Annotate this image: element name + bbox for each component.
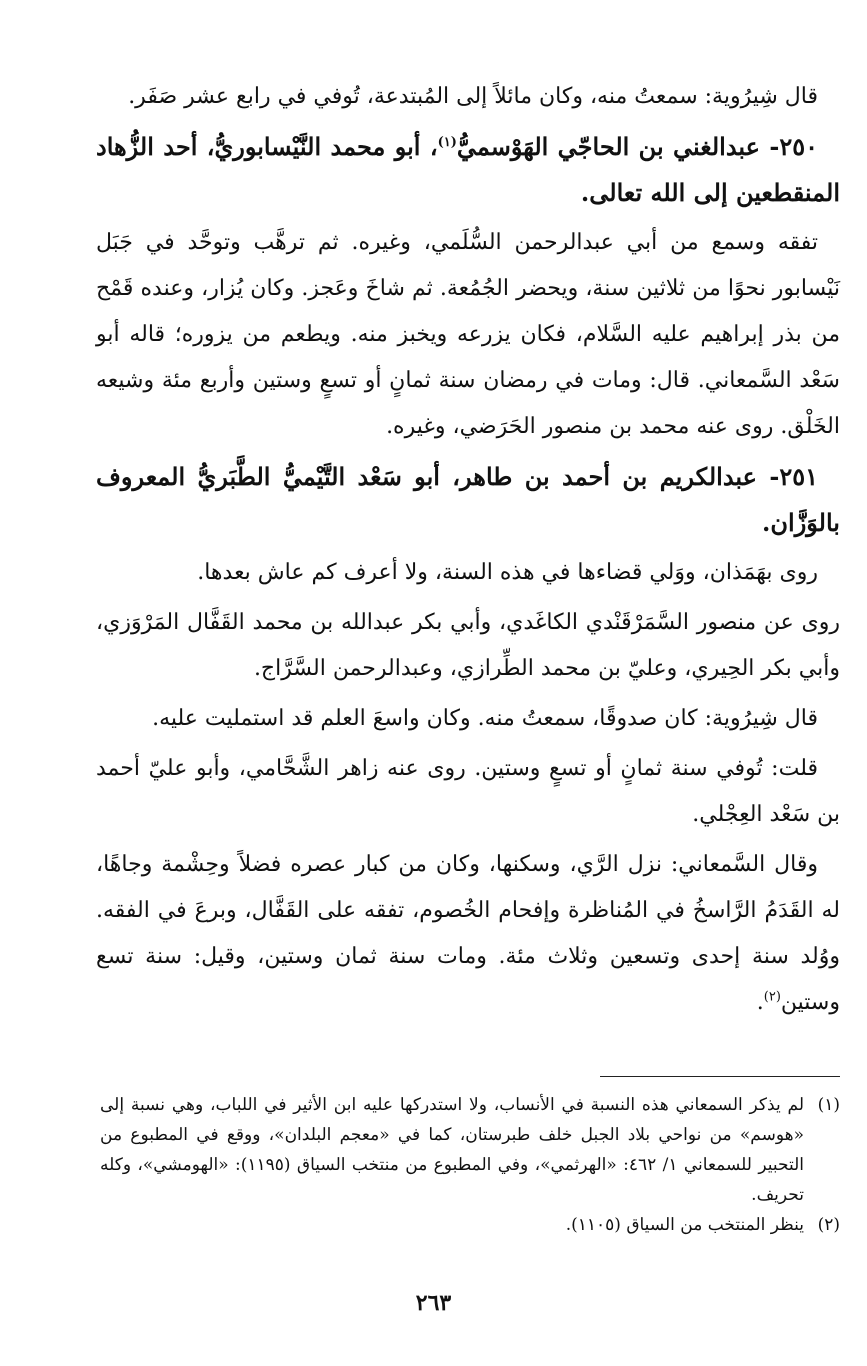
paragraph-entry-251-death: قلت: تُوفي سنة ثمانٍ أو تسعٍ وستين. روى عنه زاهر الشَّحَّامي، وأبو عليّ أحمد بن سَعْد العِجْلي.: [96, 756, 840, 827]
paragraph-entry-251-judgeship: روى بهَمَذان، ووَلي قضاءها في هذه السنة، ولا أعرف كم عاش بعدها.: [197, 560, 818, 585]
footnote-1: [100, 1090, 840, 1210]
page-number: ٢٦٣: [415, 1290, 452, 1316]
footnote-1-text: لم يذكر السمعاني هذه النسبة في الأنساب، ولا استدركها عليه ابن الأثير في اللباب، وهي نسبة إلى «هوسم» من نواحي بلاد الجبل خلف طبرستان، كما في «معجم البلدان»، ووقع في المطبوع من التحبير للسمعاني ١/ ٤٦٢: «الهرثمي»، وفي المطبوع من منتخب السياق (١١٩٥): «الهومشي»، وكله تحريف.: [100, 1095, 804, 1205]
paragraph-samani-end: .: [756, 990, 764, 1015]
footnote-1-number: (١): [817, 1095, 840, 1115]
entry-250-heading: [96, 124, 840, 216]
entry-251-heading: ٢٥١- عبدالكريم بن أحمد بن طاهر، أبو سَعْد التَّيْميُّ الطَّبَريُّ المعروف بالوَزَّان.: [96, 462, 840, 537]
footnote-2-text: ينظر المنتخب من السياق (١١٠٥).: [565, 1215, 804, 1235]
footnote-ref-1: (١): [437, 135, 457, 150]
paragraph-entry-251-shiruya: قال شِيرُوية: كان صدوقًا، سمعتُ منه. وكان واسعَ العلم قد استمليت عليه.: [152, 706, 818, 731]
paragraph-samani-text: وقال السَّمعاني: نزل الرَّي، وسكنها، وكان من كبار عصره فضلاً وحِشْمة وجاهًا، له القَدَمُ الرَّاسخُ في المُناظرة وإفحام الخُصوم، تفقه على القَفَّال، وبرعَ في الفقه. ووُلد سنة إحدى وتسعين وثلاث مئة. ومات سنة ثمان وستين، وقيل: سنة تسع وستين: [96, 852, 840, 1015]
paragraph-entry-251-samani: [96, 842, 840, 1026]
footnote-2-number: (٢): [817, 1215, 840, 1235]
footnotes-section: [100, 1090, 840, 1240]
footnote-2: [100, 1210, 840, 1240]
entry-250-title: ٢٥٠- عبدالغني بن الحاجّي الهَوْسميُّ: [456, 132, 818, 161]
page-body: [96, 74, 840, 1030]
paragraph-entry-250-body: تفقه وسمع من أبي عبدالرحمن السُّلَمي، وغيره. ثم ترهَّب وتوحَّد في جَبَل نَيْسابور نحوًا من ثلاثين سنة، ويحضر الجُمُعة. ثم شاخَ وعَجز. وكان يُزار، وعنده قَمْح من بذر إبراهيم عليه السَّلام، فكان يزرعه ويخبز منه. ويطعم من يزوره؛ قاله أبو سَعْد السَّمعاني. قال: ومات في رمضان سنة ثمانٍ أو تسعٍ وستين وأربع مئة وشيعه الخَلْق. روى عنه محمد بن منصور الحَرَضي، وغيره.: [96, 230, 840, 439]
paragraph-shiruya-quote: قال شِيرُوية: سمعتُ منه، وكان مائلاً إلى المُبتدعة، تُوفي في رابع عشر صَفَر.: [128, 84, 818, 109]
paragraph-entry-251-narrators: روى عن منصور السَّمَرْقَنْدي الكاغَدي، وأبي بكر عبدالله بن محمد القَفَّال المَرْوَزي، وأبي بكر الحِيري، وعليّ بن محمد الطِّرازي، وعبدالرحمن السَّرَّاج.: [96, 610, 840, 681]
entry-250-title-rest: ، أبو محمد النَّيْسابوريُّ، أحد الزُّهاد المنقطعين إلى الله تعالى.: [96, 132, 840, 207]
footnote-ref-2: (٢): [763, 989, 781, 1005]
footnote-divider: [600, 1076, 840, 1077]
